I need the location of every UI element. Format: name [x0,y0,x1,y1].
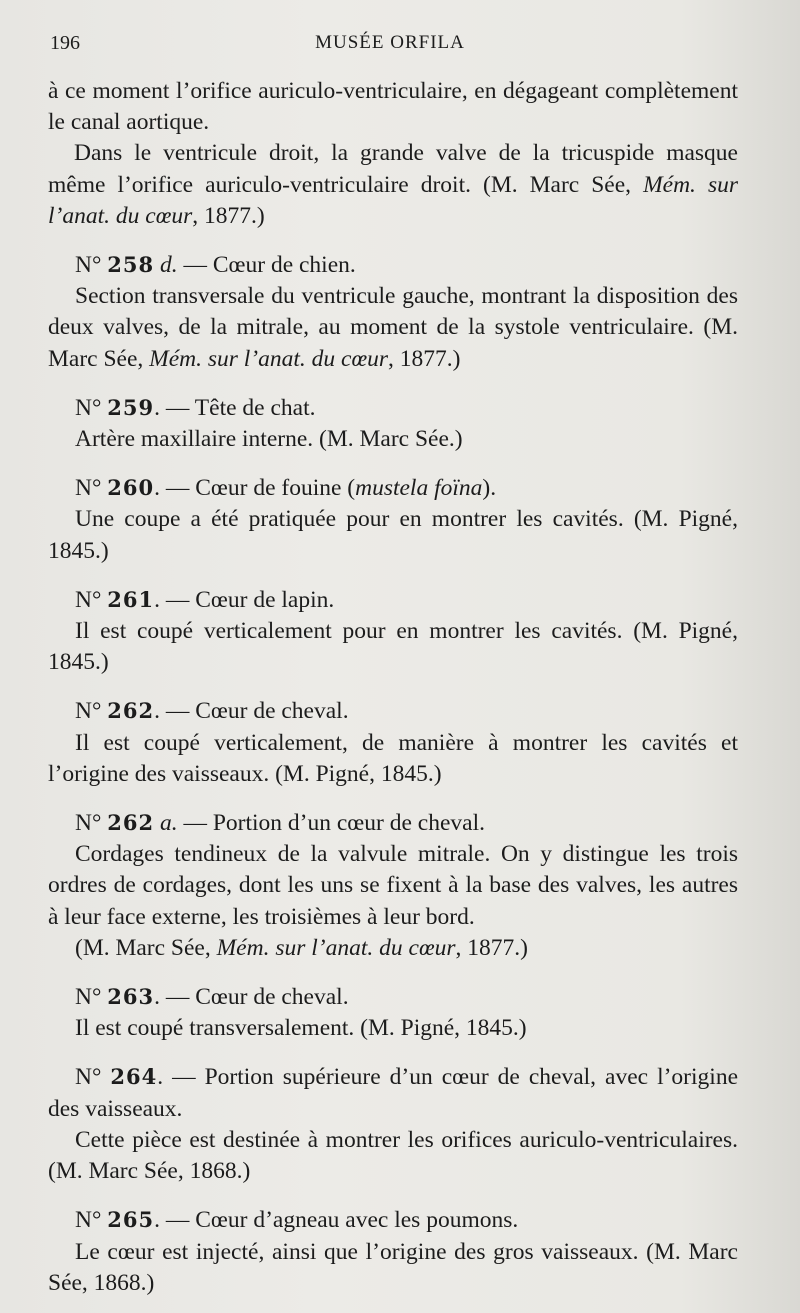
intro-text: Dans le ventricule droit, la grande valve de la tricuspide masque même l’orifice auriculo-ventriculaire droit. (M. Marc Sée, [48,140,738,198]
entry-heading [48,1204,738,1236]
entry-number: 260 [107,475,155,501]
entry-reference: Mém. sur l’anat. du cœur [216,934,456,961]
entry-description [48,281,738,375]
entry-title: . — Cœur de lapin. [154,586,335,613]
entry-prefix: N° [75,810,102,837]
entry-suffix: a. [159,810,178,837]
page-header [50,32,730,62]
entry-title-latin: mustela foïna [355,475,483,502]
entry-prefix: N° [75,698,102,725]
entry-description: Il est coupé verticalement, de manière à montrer les cavités et l’origine des vaisseaux. (M. Pigné, 1845.) [48,729,738,787]
entry-title: . — Tête de chat. [154,394,316,421]
intro-paragraph-2 [48,138,738,232]
entry-title: — Cœur de chien. [177,252,356,279]
entry-description: Artère maxillaire interne. (M. Marc Sée.) [75,426,463,453]
entry-heading [48,392,738,424]
entry-prefix: N° [75,586,102,613]
entry-title: — Portion d’un cœur de cheval. [177,810,485,837]
entry-description: Il est coupé transversalement. (M. Pigné, 1845.) [75,1015,527,1042]
entry-number: 258 [107,252,155,278]
entry-description: Il est coupé verticalement pour en montrer les cavités. (M. Pigné, 1845.) [48,618,738,676]
entry-prefix: N° [75,984,102,1011]
entry-title: . — Cœur d’agneau avec les poumons. [154,1207,519,1234]
entry-number: 262 [107,810,155,836]
entry-title: . — Portion supérieure d’un cœur de cheval, avec l’origine des vaisseaux. [48,1064,738,1122]
entry-number: 262 [107,698,155,724]
entry-citation [48,933,738,964]
entry-desc-tail: , 1877.) [455,934,528,961]
catalog-entry [48,392,738,455]
catalog-entry [48,695,738,790]
entry-reference: Mém. sur l’anat. du cœur [149,345,389,372]
entry-heading [48,472,738,504]
entry-title: . — Cœur de fouine ( [154,475,356,502]
intro-reference: Mém. sur l’anat. du cœur [48,171,738,229]
entry-number: 261 [107,586,155,612]
entry-desc-text: Section transversale du ventricule gauche, montrant la disposition des deux valves, de la mitrale, au moment de la systole ventriculaire. (M. Marc Sée, [48,283,738,372]
entry-prefix: N° [75,1207,102,1234]
entry-number: 263 [107,984,155,1010]
entry-heading [48,249,738,281]
entry-description: Cordages tendineux de la valvule mitrale. On y distingue les trois ordres de cordages, dont les uns se fixent à la base des valves, les autres à leur face externe, les troisièmes à leur bord. [48,841,738,930]
entry-description: Cette pièce est destinée à montrer les orifices auriculo-ventriculaires. (M. Marc Sée, 1868.) [48,1126,738,1185]
catalog-entry [48,472,738,567]
catalog-entry [48,584,738,679]
entry-prefix: N° [75,475,102,502]
catalog-entry [48,981,738,1044]
entry-number: 259 [107,394,155,420]
entry-heading [48,695,738,727]
catalog-entry [48,249,738,375]
entry-number: 264 [110,1064,158,1090]
page-body [48,76,738,1299]
entry-heading [48,807,738,839]
entry-description: Une coupe a été pratiquée pour en montrer les cavités. (M. Pigné, 1845.) [48,506,738,564]
entry-citation-text: (M. Marc Sée, [75,934,217,961]
entry-prefix: N° [75,1064,102,1091]
entry-description: Le cœur est injecté, ainsi que l’origine des gros vaisseaux. (M. Marc Sée, 1868.) [48,1238,738,1296]
entry-desc-tail: , 1877.) [388,345,461,372]
entry-heading [48,981,738,1013]
entry-heading [48,1061,738,1124]
entry-suffix: d. [159,252,178,279]
entry-prefix: N° [75,394,102,421]
catalog-entry [48,1204,738,1299]
entry-heading [48,584,738,616]
catalog-entry [48,1061,738,1187]
entry-title: . — Cœur de cheval. [154,698,349,725]
entry-number: 265 [107,1207,155,1233]
entry-title: . — Cœur de cheval. [154,984,349,1011]
running-title: MUSÉE ORFILA [315,32,465,53]
intro-paragraph-1: à ce moment l’orifice auriculo-ventriculaire, en dégageant complètement le canal aortique. [48,78,738,136]
entry-title-tail: ). [482,475,497,502]
catalog-entry [48,807,738,964]
intro-tail: , 1877.) [192,202,265,229]
entry-prefix: N° [75,252,102,279]
page-number: 196 [50,32,80,54]
